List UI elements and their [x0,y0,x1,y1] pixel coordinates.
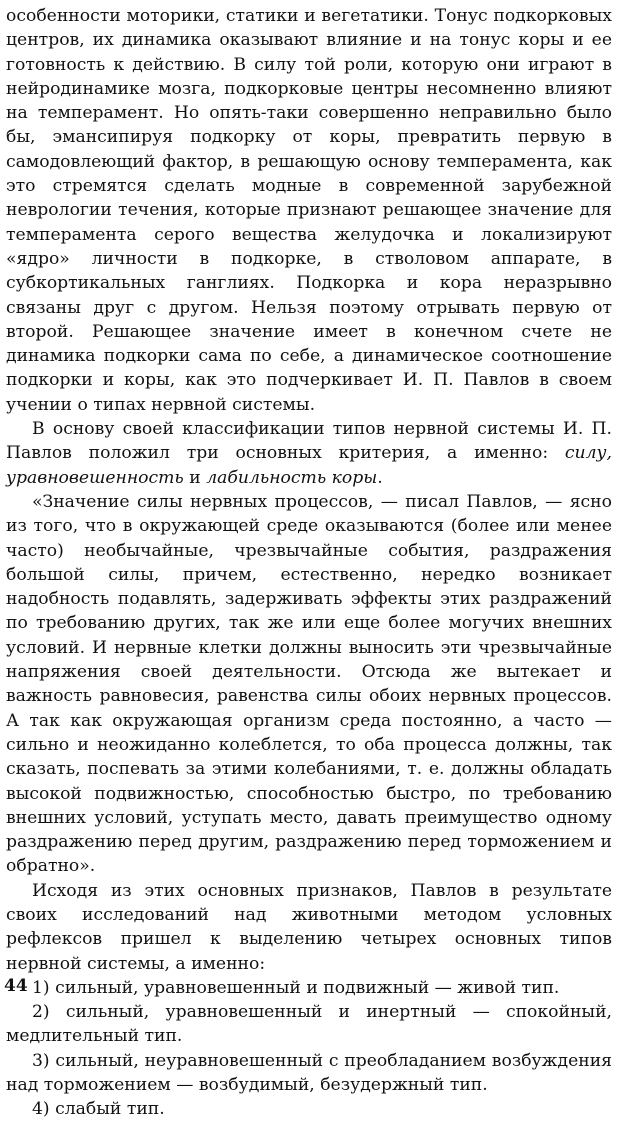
paragraph-2: В основу своей классификации типов нервной системы И. П. Павлов положил три основных критерия, а именно: силу, уравновешенность и лабильность коры. [6,419,612,488]
list-item-2: 2) сильный, уравновешенный и инертный — спокойный, медлительный тип. [6,1002,612,1047]
list-item-3: 3) сильный, неуравновешенный с преобладанием возбуждения над торможением — возбудимый, безудержный тип. [6,1050,612,1096]
paragraph-1: особенности моторики, статики и вегетатики. Тонус подкорковых центров, их динамика оказывают влияние и на тонус коры и ее готовность к действию. В силу той роли, которую они играют в нейродинамике мозга, подкорковые центры несомненно влияют на темперамент. Но опять-таки совершенно неправильно было бы, эмансипируя подкорку от коры, превратить первую в самодовлеющий фактор, в решающую основу темперамента, как это стремятся сделать модные в современной зарубежной неврологии течения, которые признают решающее значение для темперамента серого вещества желудочка и локализируют «ядро» личности в подкорке, в стволовом аппарате, в субкортикальных ганглиях. Подкорка и кора неразрывно связаны друг с другом. Нельзя поэтому отрывать первую от второй. Решающее значение имеет в конечном счете не динамика подкорки сама по себе, а динамическое соотношение подкорки и коры, как это подчеркивает И. П. Павлов в своем учении о типах нервной системы. [6,6,612,415]
paragraph-quote: «Значение силы нервных процессов, — писал Павлов, — ясно из того, что в окружающей среде оказываются (более или менее часто) необычайные, чрезвычайные события, раздражения большой силы, причем, естественно, нередко возникает надобность подавлять, задерживать эффекты этих раздражений по требованию других, так же или еще более могучих внешних условий. И нервные клетки должны выносить эти чрезвычайные напряжения своей деятельности. Отсюда же вытекает и важность равновесия, равенства силы обоих нервных процессов. А так как окружающая организм среда постоянно, а часто — сильно и неожиданно колеблется, то оба процесса должны, так сказать, поспевать за этими колебаниями, т. е. должны обладать высокой подвижностью, способностью быстро, по требованию внешних условий, уступать место, давать преимущество одному раздражению перед другим, раздражению перед торможением и обратно». [6,491,612,877]
italic-term-strength-balance: силу, уравновешенность [6,443,612,488]
italic-term-lability: лабильность коры [206,467,378,488]
body-text [6,4,612,1122]
page-number: 44 [4,976,28,996]
list-item-4: 4) слабый тип. [32,1099,165,1120]
paragraph-4: Исходя из этих основных признаков, Павлов в результате своих исследований над животными методом условных рефлексов пришел к выделению четырех основных типов нервной системы, а именно: [6,880,612,974]
list-item-1: 1) сильный, уравновешенный и подвижный — живой тип. [32,977,560,998]
